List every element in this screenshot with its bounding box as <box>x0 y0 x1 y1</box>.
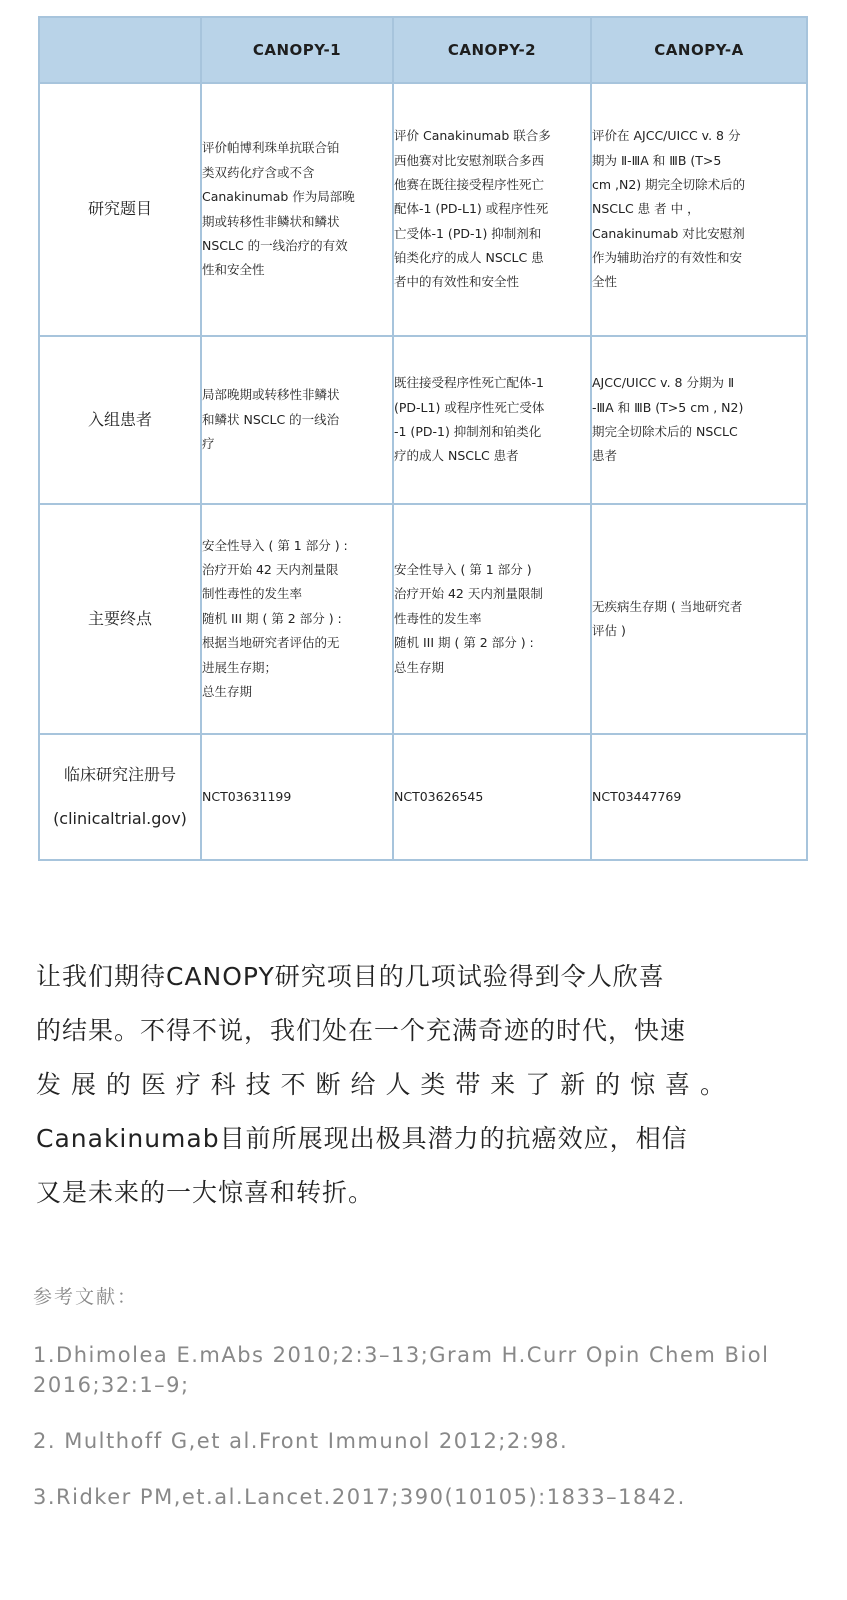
text-line: -1 (PD-1) 抑制剂和铂类化 <box>394 424 542 439</box>
text-line: 随机 III 期 ( 第 2 部分 ) : <box>202 610 342 626</box>
text-line: 他赛在既往接受程序性死亡 <box>394 176 545 192</box>
cell-study-title-canopy-2 <box>393 83 591 336</box>
text-line: 总生存期 <box>394 659 445 675</box>
text-line: 期为 Ⅱ-ⅢA 和 ⅢB (T>5 <box>592 152 722 168</box>
reference-item: 2. Multhoff G,et al.Front Immunol 2012;2:98. <box>33 1429 569 1453</box>
text-line: 和鳞状 NSCLC 的一线治 <box>202 411 340 427</box>
table-header-row <box>39 17 807 83</box>
cell-nct-canopy-2 <box>393 734 591 860</box>
text-line: 总生存期 <box>202 683 253 699</box>
header-canopy-1: CANOPY-1 <box>201 17 393 83</box>
table-row-registration-number <box>39 734 807 860</box>
article-line: 让我们期待CANOPY研究项目的几项试验得到令人欣喜 <box>36 962 665 991</box>
nct-number: NCT03626545 <box>394 788 484 804</box>
table-row-enrolled-patients <box>39 336 807 504</box>
article-line: Canakinumab目前所展现出极具潜力的抗癌效应，相信 <box>36 1124 688 1153</box>
text-line: cm ,N2) 期完全切除术后的 <box>592 176 746 192</box>
text-line: 期完全切除术后的 NSCLC <box>592 424 738 439</box>
text-line: 性毒性的发生率 <box>394 610 482 626</box>
text-line: 疗 <box>202 436 215 452</box>
text-line: 无疾病生存期 ( 当地研究者 <box>592 598 743 614</box>
text-line: 安全性导入 ( 第 1 部分 ) : <box>202 537 348 553</box>
text-line: 性和安全性 <box>202 262 265 278</box>
article-line: 又是未来的一大惊喜和转折。 <box>36 1178 375 1207</box>
text-line: NSCLC 患 者 中 ， <box>592 201 700 217</box>
header-canopy-a: CANOPY-A <box>591 17 807 83</box>
text-line: 类双药化疗含或不含 <box>202 164 315 180</box>
cell-patients-canopy-a <box>591 336 807 504</box>
header-canopy-2: CANOPY-2 <box>393 17 591 83</box>
table-row-study-title <box>39 83 807 336</box>
cell-endpoint-canopy-1 <box>201 504 393 734</box>
text-line: -ⅢA 和 ⅢB (T>5 cm , N2) <box>592 399 744 415</box>
cell-study-title-canopy-1 <box>201 83 393 336</box>
text-line: 患者 <box>592 448 618 464</box>
references-title: 参考文献： <box>33 1286 139 1308</box>
registration-source: (clinicaltrial.gov) <box>53 809 187 828</box>
nct-number: NCT03447769 <box>592 788 682 804</box>
cell-nct-canopy-1 <box>201 734 393 860</box>
text-line: 评估 ) <box>592 623 626 638</box>
text-line: 治疗开始 42 天内剂量限制 <box>394 586 543 602</box>
text-line: 亡受体-1 (PD-1) 抑制剂和 <box>394 225 542 241</box>
text-line: (PD-L1) 或程序性死亡受体 <box>394 399 545 415</box>
row-label-study-title: 研究题目 <box>39 83 201 336</box>
text-line: 全性 <box>592 274 618 290</box>
text-line: 作为辅助治疗的有效性和安 <box>592 250 743 266</box>
text-line: 局部晚期或转移性非鳞状 <box>202 387 340 403</box>
table-row-primary-endpoint <box>39 504 807 734</box>
row-label-primary-endpoint: 主要终点 <box>39 504 201 734</box>
text-line: 治疗开始 42 天内剂量限 <box>202 562 339 578</box>
text-line: 者中的有效性和安全性 <box>394 274 520 290</box>
text-line: NSCLC 的一线治疗的有效 <box>202 237 348 253</box>
trials-table-container <box>38 16 806 861</box>
article-line: 发 展 的 医 疗 科 技 不 断 给 人 类 带 来 了 新 的 惊 喜 。 <box>36 1070 726 1099</box>
text-line: 根据当地研究者评估的无 <box>202 635 340 651</box>
text-line: 西他赛对比安慰剂联合多西 <box>394 152 545 168</box>
text-line: 进展生存期； <box>202 659 278 675</box>
cell-study-title-canopy-a <box>591 83 807 336</box>
cell-endpoint-canopy-a <box>591 504 807 734</box>
text-line: Canakinumab 作为局部晚 <box>202 189 355 205</box>
cell-endpoint-canopy-2 <box>393 504 591 734</box>
text-line: Canakinumab 对比安慰剂 <box>592 225 745 241</box>
text-line: 评价帕博利珠单抗联合铂 <box>202 140 340 156</box>
text-line: 评价在 AJCC/UICC v. 8 分 <box>592 128 741 144</box>
text-line: 配体-1 (PD-L1) 或程序性死 <box>394 201 549 217</box>
cell-nct-canopy-a <box>591 734 807 860</box>
text-line: 铂类化疗的成人 NSCLC 患 <box>394 250 544 266</box>
reference-item: 1.Dhimolea E.mAbs 2010;2:3–13;Gram H.Curr Opin Chem Biol 2016;32:1–9; <box>33 1343 770 1397</box>
cell-patients-canopy-1 <box>201 336 393 504</box>
article-paragraph <box>36 950 808 1220</box>
text-line: 疗的成人 NSCLC 患者 <box>394 448 519 464</box>
text-line: 安全性导入 ( 第 1 部分 ) <box>394 562 532 578</box>
text-line: 随机 III 期 ( 第 2 部分 ) : <box>394 635 534 651</box>
text-line: 既往接受程序性死亡配体-1 <box>394 375 544 391</box>
text-line: 期或转移性非鳞状和鳞状 <box>202 213 340 229</box>
text-line: 制性毒性的发生率 <box>202 586 303 602</box>
canopy-trials-table <box>38 16 808 861</box>
row-label-enrolled-patients: 入组患者 <box>39 336 201 504</box>
registration-label: 临床研究注册号 <box>63 764 176 784</box>
header-corner-cell <box>39 17 201 83</box>
references-section <box>33 1282 813 1538</box>
reference-item: 3.Ridker PM,et.al.Lancet.2017;390(10105):1833–1842. <box>33 1485 686 1509</box>
nct-number: NCT03631199 <box>202 788 292 804</box>
text-line: 评价 Canakinumab 联合多 <box>394 128 551 144</box>
cell-patients-canopy-2 <box>393 336 591 504</box>
text-line: AJCC/UICC v. 8 分期为 Ⅱ <box>592 375 735 391</box>
article-line: 的结果。不得不说，我们处在一个充满奇迹的时代，快速 <box>36 1016 687 1045</box>
row-label-registration-number <box>39 734 201 860</box>
